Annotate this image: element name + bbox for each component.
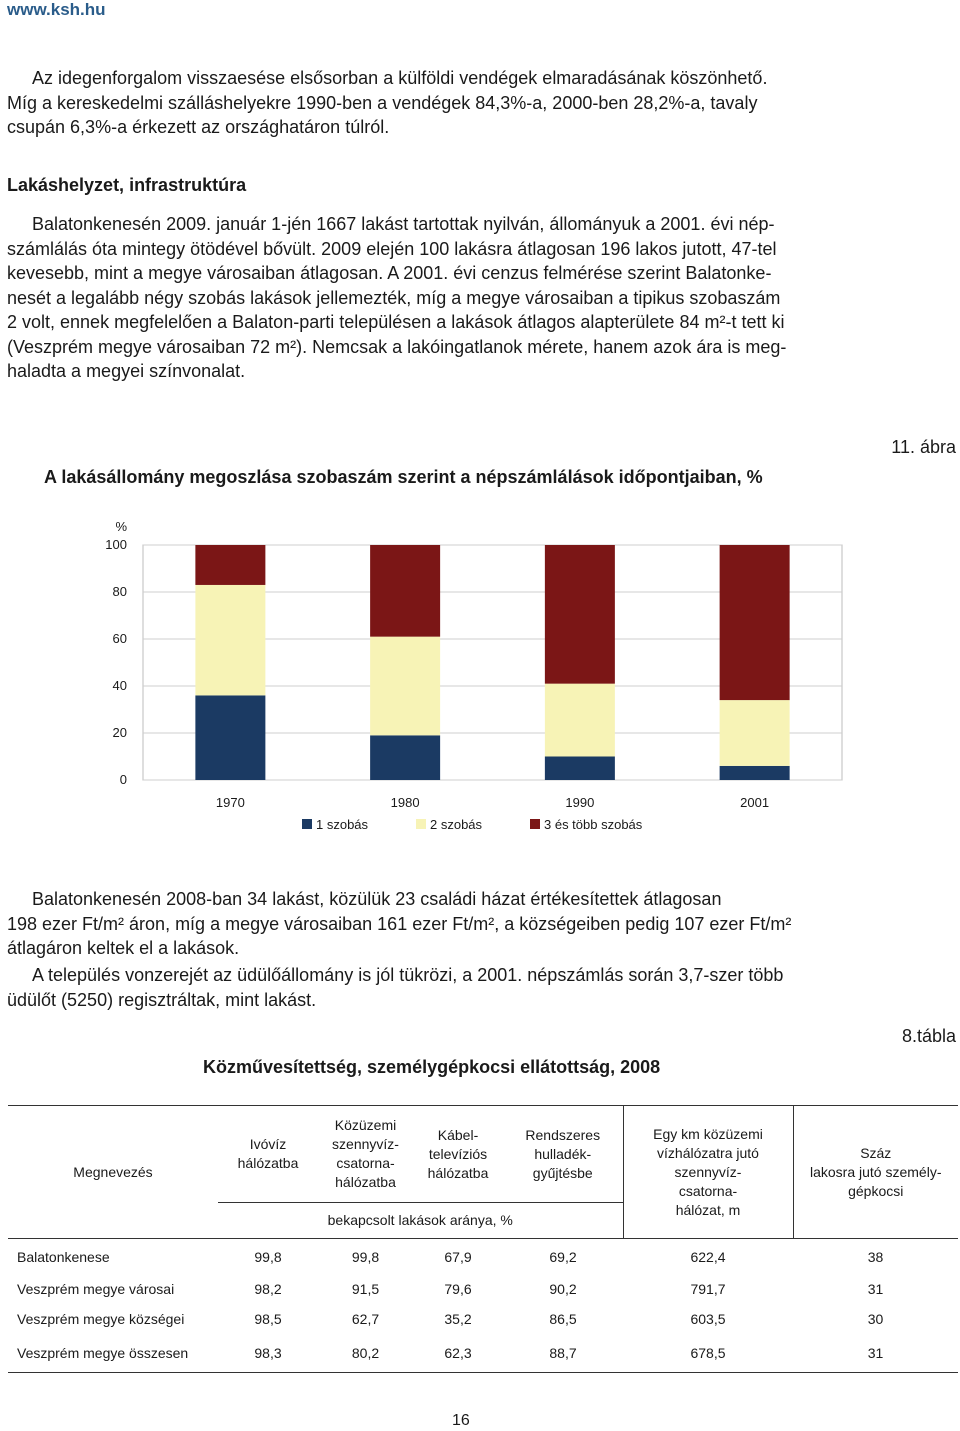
x-tick-label: 1970: [215, 795, 245, 810]
header-line: Ivóvíz: [249, 1136, 287, 1152]
cell-sewer: 62,7: [351, 1311, 380, 1327]
holiday-paragraph: [7, 963, 956, 1012]
bar-segment: [370, 735, 440, 780]
header-cars: [793, 1106, 958, 1239]
legend-swatch: [530, 819, 540, 829]
header-line: szennyvíz-: [674, 1163, 742, 1180]
bar-segment: [195, 695, 265, 780]
header-cable: [413, 1106, 503, 1203]
header-sewer: [318, 1106, 413, 1203]
figure-label: 11. ábra: [891, 437, 956, 457]
sales-line: átlagáron keltek el a lakások.: [7, 938, 240, 958]
legend-swatch: [302, 819, 312, 829]
cell-per-km: 678,5: [690, 1345, 726, 1361]
cell-cable: 62,3: [444, 1345, 472, 1361]
header-line: hálózatba: [427, 1164, 489, 1181]
housing-paragraph: [7, 212, 956, 384]
cell-water: 99,8: [254, 1248, 282, 1265]
cell-cars: 30: [867, 1311, 884, 1327]
sales-line: 198 ezer Ft/m² áron, míg a megye városaiban 161 ezer Ft/m², a községeiben pedig 107 ezer Ft/m²: [7, 913, 792, 934]
header-line: vízhálózatra jutó: [657, 1144, 759, 1161]
intro-paragraph: [7, 66, 956, 140]
housing-line: kevesebb, mint a megye városaiban átlagosan. A 2001. évi cenzus felmérése szerint Balatonke-: [7, 263, 772, 283]
cell-per-km: 622,4: [690, 1248, 726, 1265]
legend-label: 2 szobás: [430, 817, 483, 832]
cell-cable: 67,9: [444, 1248, 472, 1265]
cell-cars: 38: [867, 1248, 884, 1265]
cell-waste: 88,7: [549, 1345, 577, 1361]
y-tick-label: 0: [119, 772, 127, 787]
bar-segment: [720, 545, 790, 700]
cell-waste: 86,5: [549, 1311, 577, 1327]
header-line: Kábel-: [437, 1126, 479, 1143]
row-name: Veszprém megye városai: [17, 1281, 175, 1297]
header-line: hálózatba: [237, 1155, 299, 1171]
header-line: gépkocsi: [848, 1182, 904, 1199]
table-row: [8, 1274, 958, 1304]
cell-sewer: 99,8: [351, 1248, 380, 1265]
sales-line: Balatonkenesén 2008-ban 34 lakást, közülük 23 családi házat értékesítettek átlagosan: [32, 889, 722, 909]
x-tick-label: 1980: [390, 795, 420, 810]
header-line: hálózatba: [335, 1174, 396, 1190]
legend-label: 1 szobás: [316, 817, 369, 832]
housing-line: Balatonkenesén 2009. január 1-jén 1667 lakást tartottak nyilván, állományuk a 2001. évi nép-: [32, 214, 775, 234]
row-name: Veszprém megye községei: [17, 1311, 185, 1327]
header-line: szennyvíz-: [332, 1136, 399, 1152]
cell-per-km: 603,5: [690, 1311, 726, 1327]
legend-layer: [302, 817, 643, 832]
bar-segment: [720, 766, 790, 780]
header-line: Száz: [860, 1144, 892, 1161]
cell-cars: 31: [867, 1281, 884, 1297]
cell-cars: 31: [867, 1345, 884, 1361]
header-line: lakosra jutó személy-: [810, 1163, 942, 1180]
intro-line: Míg a kereskedelmi szálláshelyekre 1990-ben a vendégek 84,3%-a, 2000-ben 28,2%-a, tavaly: [7, 92, 758, 113]
header-line: televíziós: [428, 1145, 488, 1162]
cell-per-km: 791,7: [690, 1281, 726, 1297]
y-tick-label: 60: [112, 631, 127, 646]
connected-note-text: bekapcsolt lakások aránya, %: [327, 1212, 513, 1228]
bar-segment: [195, 545, 265, 585]
cell-waste: 69,2: [549, 1248, 577, 1265]
legend-swatch: [416, 819, 426, 829]
header-name-text: Megnevezés: [73, 1163, 153, 1180]
housing-line: 2 volt, ennek megfelelően a Balaton-parti településen a lakások átlagos alapterülete 84 m²-t tett ki: [7, 312, 785, 332]
connected-note: [218, 1203, 623, 1239]
chart-title: A lakásállomány megoszlása szobaszám szerint a népszámlálások időpontjaiban, %: [44, 467, 763, 487]
site-url[interactable]: www.ksh.hu: [7, 0, 106, 19]
housing-line: (Veszprém megye városaiban 72 m²). Nemcsak a lakóingatlanok mérete, hanem azok ára is meg-: [7, 336, 787, 357]
header-line: Közüzemi: [334, 1117, 397, 1133]
x-tick-label: 2001: [740, 795, 770, 810]
cell-waste: 90,2: [549, 1281, 577, 1297]
header-water: [218, 1106, 318, 1203]
cell-sewer: 80,2: [351, 1345, 380, 1361]
housing-line: nesét a legalább négy szobás lakások jellemezték, míg a megye városaiban a tipikus szobaszám: [7, 287, 781, 308]
header-line: gyűjtésbe: [532, 1164, 593, 1181]
bar-segment: [195, 585, 265, 695]
header-line: Rendszeres: [525, 1126, 601, 1143]
header-line: csatorna-: [678, 1182, 738, 1199]
table-row: [8, 1239, 958, 1275]
y-tick-label: 20: [112, 725, 127, 740]
y-tick-label: 40: [112, 678, 127, 693]
cell-water: 98,3: [254, 1345, 282, 1361]
header-line: csatorna-: [336, 1155, 395, 1171]
utilities-table: [8, 1105, 958, 1373]
cell-sewer: 91,5: [351, 1281, 380, 1297]
table-row: [8, 1304, 958, 1334]
bar-segment: [370, 637, 440, 736]
header-name: [8, 1106, 218, 1239]
housing-line: számlálás óta mintegy ötödével bővült. 2009 elején 100 lakásra átlagosan 196 lakos jutott, 47-tel: [7, 238, 777, 259]
intro-line: csupán 6,3%-a érkezett az országhatáron túlról.: [7, 117, 390, 137]
intro-line: Az idegenforgalom visszaesése elsősorban a külföldi vendégek elmaradásának köszönhető.: [32, 68, 768, 88]
bar-segment: [545, 684, 615, 757]
y-axis-label: %: [115, 519, 127, 534]
holiday-line: A település vonzerejét az üdülőállomány is jól tükrözi, a 2001. népszámlás során 3,7-szer több: [32, 965, 784, 985]
header-per-km: [623, 1106, 793, 1239]
sales-paragraph: [7, 887, 956, 961]
row-name: Veszprém megye összesen: [17, 1345, 189, 1361]
header-line: Egy km közüzemi: [653, 1125, 763, 1142]
header-waste: [503, 1106, 623, 1203]
stacked-bar-chart: [0, 510, 960, 840]
cell-water: 98,5: [254, 1311, 282, 1327]
bar-segment: [545, 757, 615, 781]
cell-water: 98,2: [254, 1281, 282, 1297]
bar-segment: [720, 700, 790, 766]
y-tick-label: 100: [105, 537, 127, 552]
x-tick-label: 1990: [565, 795, 595, 810]
cell-cable: 79,6: [444, 1281, 472, 1297]
table-title: Közművesítettség, személygépkocsi ellátottság, 2008: [203, 1057, 661, 1077]
table-header-row: [8, 1106, 958, 1203]
holiday-line: üdülőt (5250) regisztráltak, mint lakást.: [7, 989, 317, 1010]
section-heading: Lakáshelyzet, infrastruktúra: [7, 175, 247, 195]
housing-line: haladta a megyei színvonalat.: [7, 361, 246, 381]
table-row: [8, 1334, 958, 1373]
page-number: 16: [452, 1412, 470, 1429]
header-line: hálózat, m: [675, 1201, 741, 1218]
cell-cable: 35,2: [444, 1311, 472, 1327]
bar-layer: [195, 545, 789, 780]
bar-segment: [370, 545, 440, 637]
row-name: Balatonkenese: [17, 1248, 110, 1265]
legend-label: 3 és több szobás: [544, 817, 643, 832]
header-line: hulladék-: [534, 1145, 592, 1162]
bar-segment: [545, 545, 615, 684]
y-tick-label: 80: [112, 584, 127, 599]
table-label: 8.tábla: [901, 1026, 956, 1046]
